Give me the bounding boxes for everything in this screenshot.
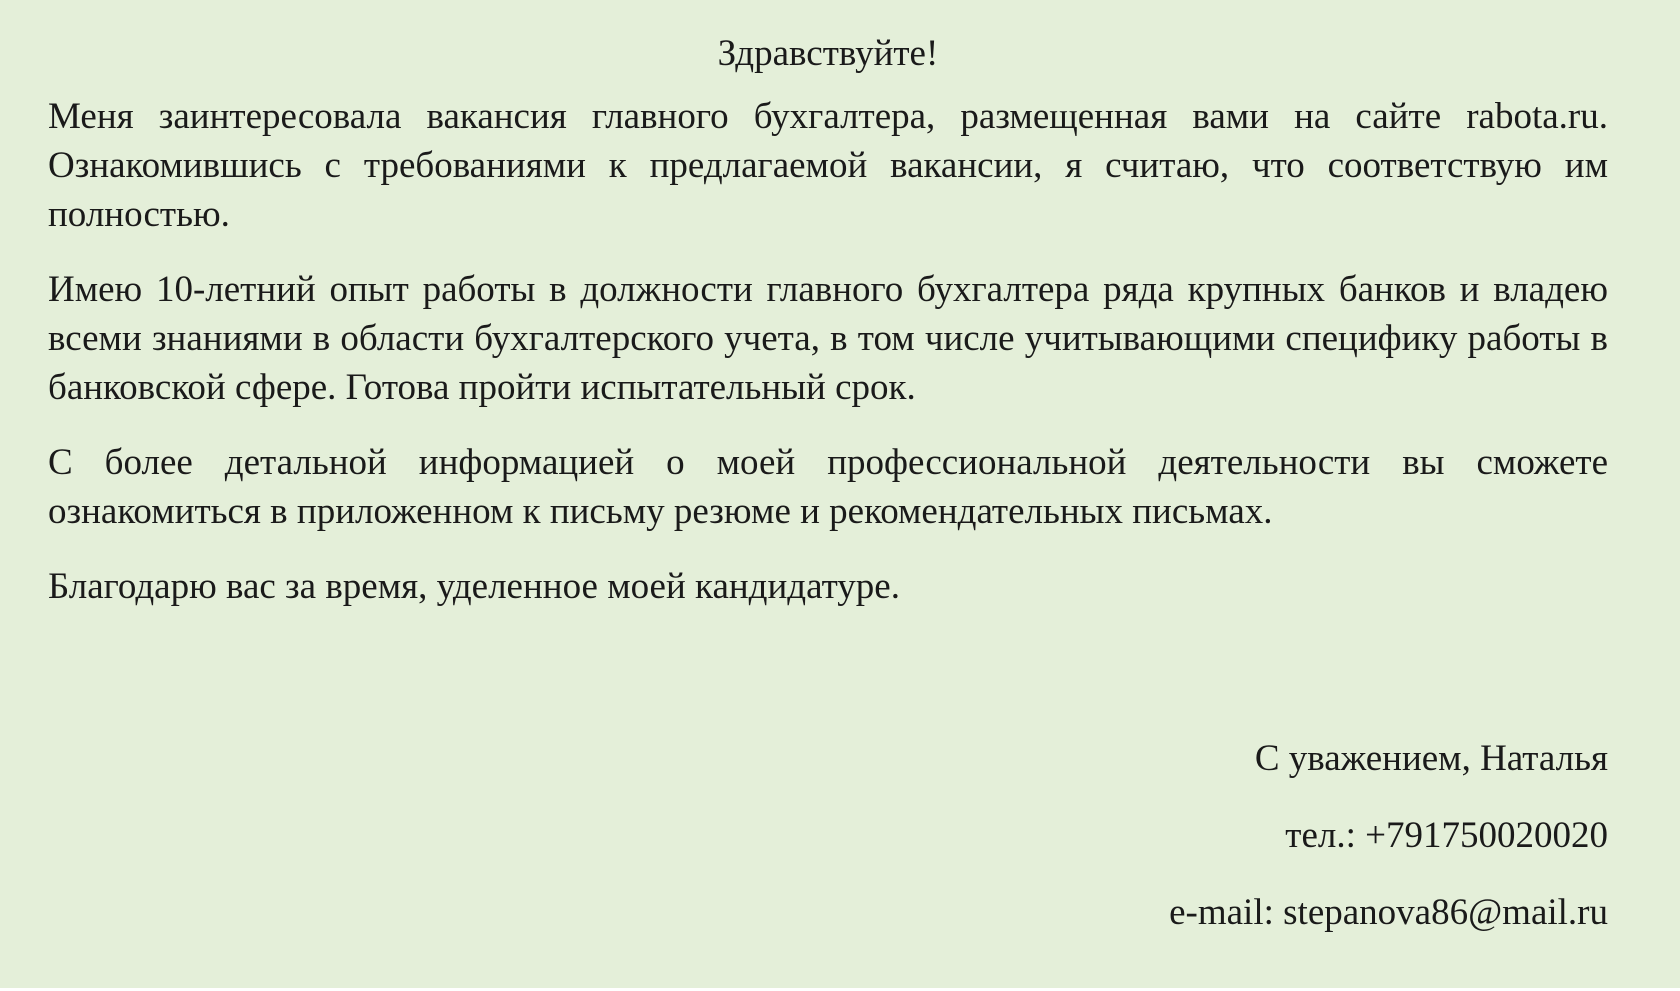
- paragraph-experience: Имею 10-летний опыт работы в должности главного бухгалтера ряда крупных банков и владею всеми знаниями в области бухгалтерского учета, в том числе учитывающими специфику работы в банковской сфере. Готова пройти испытательный срок.: [48, 269, 1608, 408]
- signature-email: e-mail: stepanova86@mail.ru: [1169, 892, 1608, 933]
- paragraph-thanks: Благодарю вас за время, уделенное моей кандидатуре.: [48, 566, 900, 607]
- paragraph-details: С более детальной информацией о моей профессиональной деятельности вы сможете ознакомиться в приложенном к письму резюме и рекомендательных письмах.: [48, 442, 1608, 532]
- signature-block: [1169, 733, 1608, 939]
- signature-closing: С уважением, Наталья: [1254, 738, 1608, 779]
- greeting: Здравствуйте!: [717, 33, 939, 74]
- signature-phone: тел.: +791750020020: [1285, 815, 1608, 856]
- paragraph-vacancy-interest: Меня заинтересовала вакансия главного бухгалтера, размещенная вами на сайте rabota.ru. Ознакомившись с требованиями к предлагаемой вакансии, я считаю, что соответствую им полностью.: [48, 96, 1608, 235]
